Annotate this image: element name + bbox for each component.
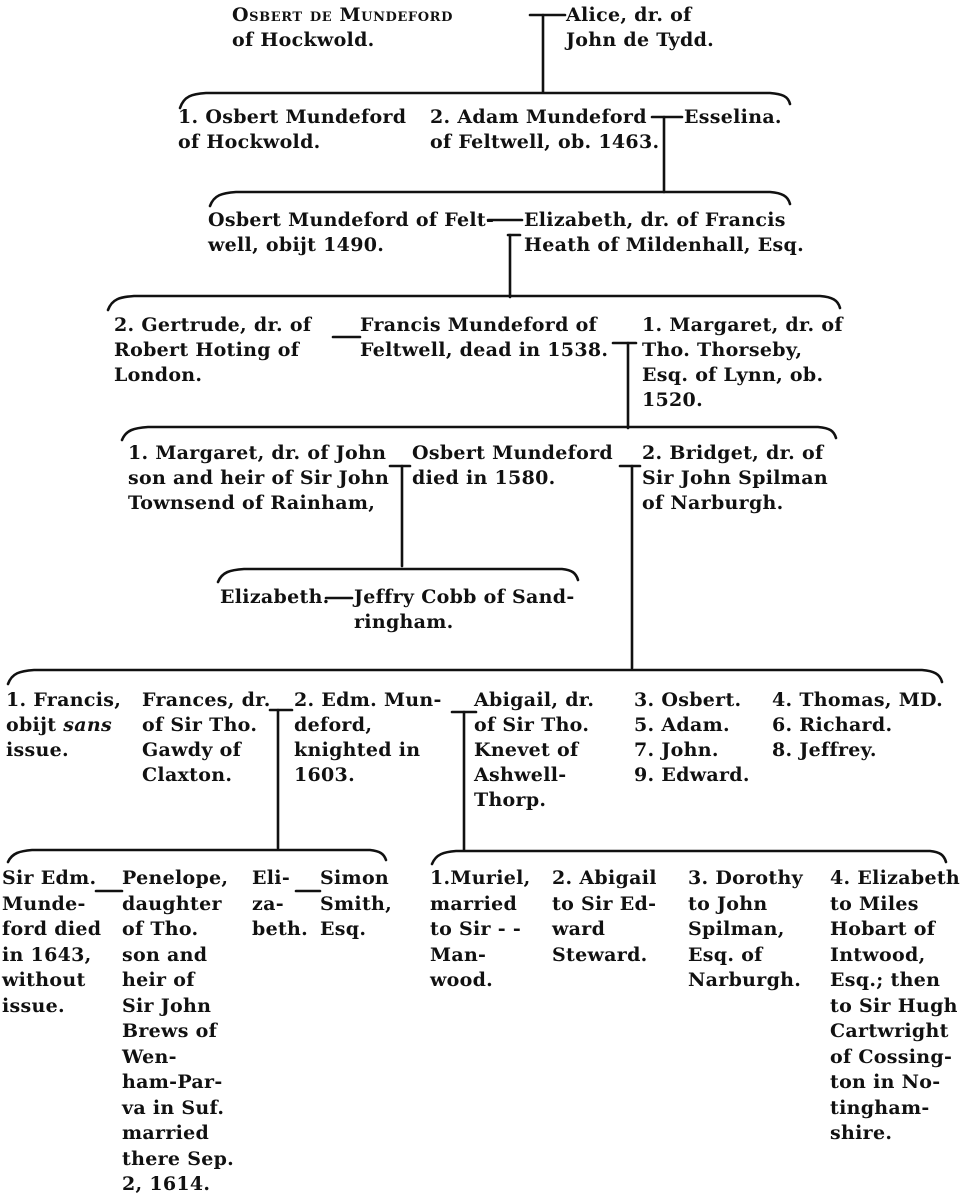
gen3-osbert-mundeford: Osbert Mundeford of Felt- well, obijt 1490. (208, 209, 495, 256)
gen7-abigail-knevet: Abigail, dr. of Sir Tho. Knevet of Ashwell- Thorp. (474, 689, 595, 811)
gen8-simon-smith: Simon Smith, Esq. (320, 867, 393, 940)
gen4-francis-mundeford: Francis Mundeford of Feltwell, dead in 1538. (360, 314, 609, 361)
gen8-abigail: 2. Abigail to Sir Ed- ward Steward. (552, 867, 657, 966)
gen7-younger-sons-odd: 3. Osbert. 5. Adam. 7. John. 9. Edward. (634, 689, 750, 786)
sibling-bracket-gen8-left (8, 850, 386, 862)
gen8-elizabeth: Eli- za- beth. (252, 867, 309, 940)
gen6-elizabeth: Elizabeth. (220, 586, 330, 608)
gen8-elizabeth-hobart: 4. Elizabeth to Miles Hobart of Intwood, Esq.; then to Sir Hugh Cartwright of Cossing- ton in No- tingham- shire. (830, 867, 960, 1144)
gen1-alice-de-tydd: Alice, dr. of John de Tydd. (566, 4, 715, 51)
sibling-bracket-gen4 (108, 296, 840, 310)
gen8-sir-edm-mundeford: Sir Edm. Munde- ford died in 1643, without issue. (2, 867, 102, 1017)
gen1-osbert-name: Osbert de Mundeford (232, 4, 453, 26)
sibling-bracket-gen5 (122, 427, 836, 440)
gen2-osbert-mundeford: 1. Osbert Mundeford of Hockwold. (178, 106, 407, 153)
sibling-bracket-gen8-right (432, 851, 946, 864)
gen2-adam-mundeford: 2. Adam Mundeford of Feltwell, ob. 1463. (430, 106, 660, 153)
gen7-younger-sons-even: 4. Thomas, MD. 6. Richard. 8. Jeffrey. (772, 689, 944, 761)
gen7-francis (6, 688, 121, 763)
gen7-francis-tail: issue. (6, 739, 69, 761)
gen5-bridget-spilman: 2. Bridget, dr. of Sir John Spilman of Narburgh. (642, 442, 828, 514)
sibling-bracket-gen6 (218, 569, 578, 582)
gen8-muriel: 1.Muriel, married to Sir - - Man- wood. (430, 867, 531, 991)
sibling-bracket-gen3 (210, 192, 790, 206)
gen5-margaret-townsend: 1. Margaret, dr. of John son and heir of Sir John Townsend of Rainham, (128, 442, 390, 514)
gen1-osbert-de-mundeford (232, 3, 453, 53)
gen7-francis-text: 1. Francis, obijt (6, 689, 122, 736)
gen8-penelope-brews: Penelope, daughter of Tho. son and heir of Sir John Brews of Wen- ham-Par- va in Suf. married there Sep. 2, 1614. (122, 867, 235, 1195)
gen1-osbert-place: of Hockwold. (232, 29, 375, 51)
gen4-gertrude-hoting: 2. Gertrude, dr. of Robert Hoting of London. (114, 314, 312, 386)
gen7-frances-gawdy: Frances, dr. of Sir Tho. Gawdy of Claxton. (142, 689, 271, 786)
gen7-francis-sans: sans (63, 714, 112, 736)
gen2-esselina: Esselina. (684, 106, 782, 128)
gen8-dorothy: 3. Dorothy to John Spilman, Esq. of Narburgh. (688, 867, 803, 991)
gen5-osbert-mundeford: Osbert Mundeford died in 1580. (412, 442, 613, 489)
gen6-jeffry-cobb: Jeffry Cobb of Sand- ringham. (354, 586, 575, 633)
gen3-elizabeth-heath: Elizabeth, dr. of Francis Heath of Mildenhall, Esq. (524, 209, 805, 256)
sibling-bracket-gen7 (8, 670, 942, 684)
gen7-edm-mundeford: 2. Edm. Mun- deford, knighted in 1603. (294, 689, 442, 786)
gen4-margaret-thorseby: 1. Margaret, dr. of Tho. Thorseby, Esq. of Lynn, ob. 1520. (642, 314, 843, 411)
